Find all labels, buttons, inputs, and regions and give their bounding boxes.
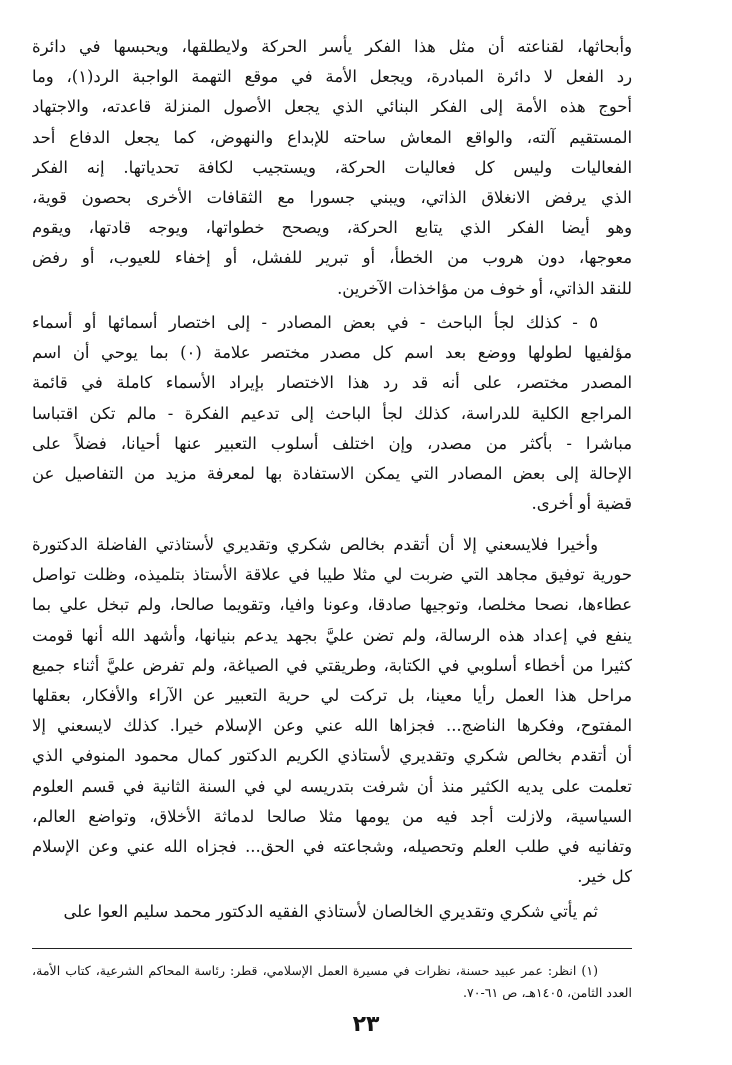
text-line: العدد الثامن، ١٤٠٥هـ، ص ٦١-٧٠. bbox=[462, 985, 632, 1000]
text-line: (١) انظر: عمر عبيد حسنة، نظرات في مسيرة العمل الإسلامي، قطر: رئاسة المحاكم الشرعية، كتاب الأمة، bbox=[32, 963, 598, 978]
text-line: المفتوح، وفكرها الناضج... فجزاها الله عني وعن الإسلام خيرا. كذلك لايسعني إلا bbox=[32, 716, 632, 736]
text-line: مراحل هذا العمل رأيا معينا، بل تركت لي حرية التعبير عن الآراء والأفكار، بعقلها bbox=[32, 686, 632, 706]
footnote bbox=[32, 960, 632, 1004]
text-line: المصدر مختصر، على أنه قد رد هذا الاختصار بإيراد الأسماء كاملة في قائمة bbox=[32, 373, 632, 393]
text-line: مباشرا - بأكثر من مصدر، وإن اختلف أسلوب التعبير عنها أحيانا، فضلاً على bbox=[32, 433, 632, 453]
text-line: المستقيم آلته، والواقع المعاش ساحته للإبداع والنهوض، كما يجعل الدفاع أحد bbox=[32, 127, 632, 147]
text-line: وأبحاثها، لقناعته أن مثل هذا الفكر يأسر الحركة ولايطلقها، ويحبسها في دائرة bbox=[32, 37, 632, 56]
text-line: رد الفعل لا دائرة المبادرة، ويجعل الأمة في موقع التهمة الواجبة الرد(١)، وما bbox=[32, 67, 632, 87]
text-line: أحوج هذه الأمة إلى الفكر البنائي الذي يجعل الأصول المنزلة قاعدته، والاجتهاد bbox=[32, 97, 632, 117]
text-line: معوجها، دون هروب من الخطأ، أو تبرير للفشل، أو إخفاء للعيوب، أو رفض bbox=[32, 248, 632, 268]
footnote-separator bbox=[32, 948, 632, 949]
text-line: المراجع الكلية للدراسة، كذلك لجأ الباحث إلى تدعيم الفكرة - مالم تكن اقتباسا bbox=[32, 403, 632, 423]
paragraph-4 bbox=[32, 897, 632, 927]
text-line: الذي يرفض الانغلاق الذاتي، ويبني جسورا مع الثقافات الأخرى بحصون قوية، bbox=[32, 188, 632, 208]
page-number: ٢٣ bbox=[352, 1012, 380, 1037]
text-line: حورية توفيق مجاهد التي ضربت لي مثلا طيبا في علاقة الأستاذ بتلميذه، وظلت تواصل bbox=[32, 565, 632, 585]
text-line: قضية أو أخرى. bbox=[531, 494, 632, 514]
paragraph-2 bbox=[32, 308, 632, 519]
text-line: ثم يأتي شكري وتقديري الخالصان لأستاذي الفقيه الدكتور محمد سليم العوا على bbox=[63, 902, 598, 921]
text-line: تعلمت على يديه الكثير منذ أن شرفت بتدريسه لي في السنة الثانية في قسم العلوم bbox=[32, 776, 632, 796]
text-line: ينفع في إعداد هذه الرسالة، ولم تضن عليَّ بجهد يدعم بنيانها، وأشهد الله أنها قومت bbox=[32, 625, 632, 645]
text-line: وتفانيه في طلب العلم وتحصيله، وشجاعته في الحق... فجزاه الله عني وعن الإسلام bbox=[32, 837, 632, 857]
paragraph-1 bbox=[32, 32, 632, 304]
text-line: السياسية، ولازلت أجد فيه من يومها مثلا صالحا لدماثة الأخلاق، وتواضع العالم، bbox=[32, 806, 632, 826]
text-line: للنقد الذاتي، أو خوف من مؤاخذات الآخرين. bbox=[337, 278, 632, 298]
text-line: الإحالة إلى بعض المصادر التي يمكن الاستفادة بها لمعرفة مزيد من التفاصيل عن bbox=[32, 464, 632, 484]
text-line: ٥ - كذلك لجأ الباحث - في بعض المصادر - إلى اختصار أسمائها أو أسماء bbox=[32, 313, 598, 332]
paragraph-3 bbox=[32, 530, 632, 892]
text-line: كل خير. bbox=[577, 867, 632, 887]
text-line: وهو أيضا الفكر الذي يتابع الحركة، ويصحح خطواتها، ويوجه قادتها، ويقوم bbox=[32, 218, 632, 238]
text-line: كثيرا من أخطاء أسلوبي في الكتابة، وطريقتي في الصياغة، ولم تفرض عليَّ أثناء جميع bbox=[32, 655, 632, 675]
text-line: مؤلفيها لطولها ووضع بعد اسم كل مصدر مختصر علامة (٠) بما يوحي أن اسم bbox=[32, 343, 632, 363]
text-line: وأخيرا فلايسعني إلا أن أتقدم بخالص شكري وتقديري لأستاذتي الفاضلة الدكتورة bbox=[32, 535, 598, 554]
text-line: عطاءها، نصحا مخلصا، وتوجيها صادقا، وعونا وافيا، وتقويما صالحا، ولم تبخل علي بما bbox=[32, 595, 632, 615]
text-line: الفعاليات وليس كل فعاليات الحركة، ويستجيب لكافة تحدياتها. إنه الفكر bbox=[32, 157, 632, 177]
text-line: أن أتقدم بخالص شكري وتقديري لأستاذي الكريم الدكتور كمال محمود المنوفي الذي bbox=[32, 746, 632, 766]
